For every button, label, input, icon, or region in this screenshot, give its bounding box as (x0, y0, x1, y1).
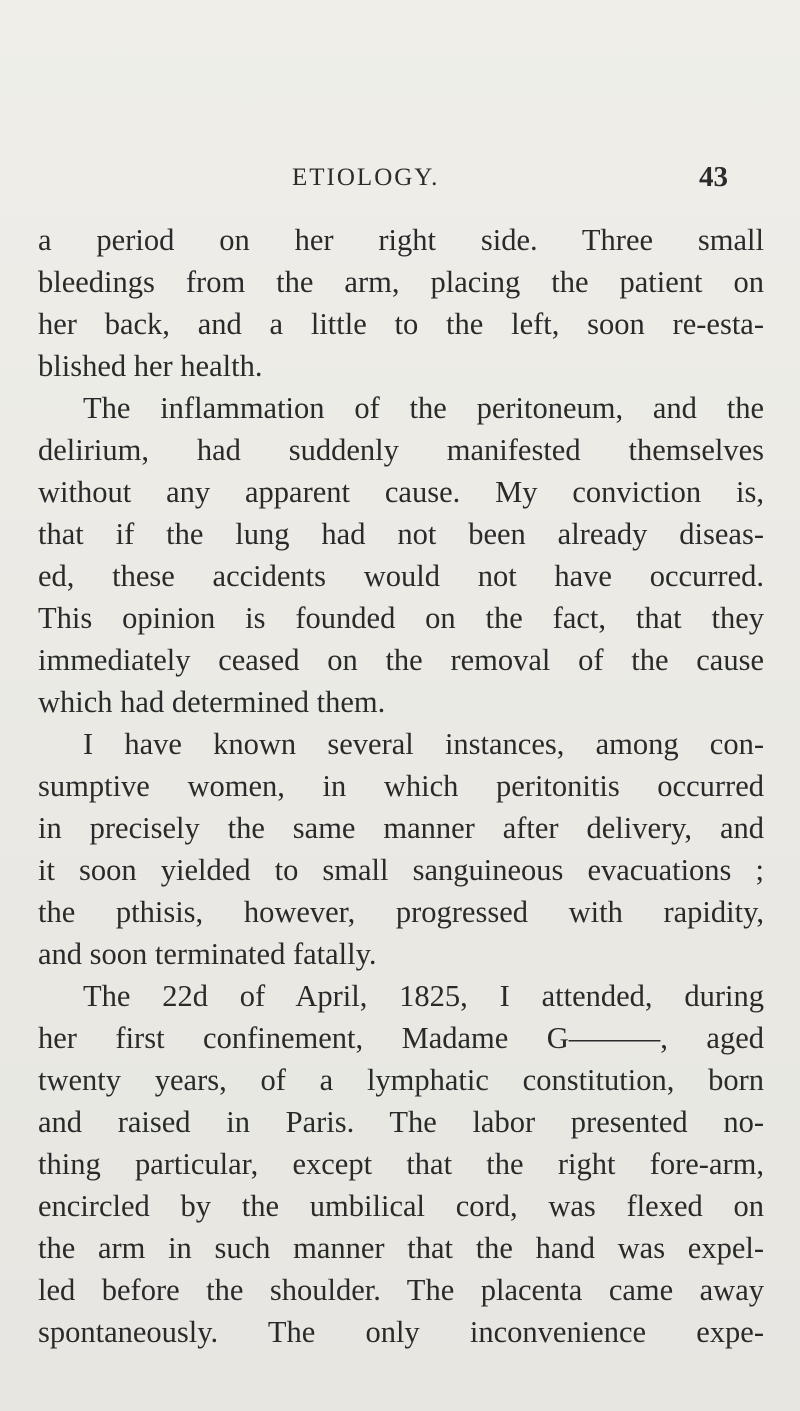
text-line: a period on her right side. Three small (38, 223, 764, 257)
text-line: it soon yielded to small sanguineous evacuations ; (38, 853, 764, 887)
body-text (38, 219, 764, 1353)
text-line: the pthisis, however, progressed with rapidity, (38, 895, 764, 929)
text-line: without any apparent cause. My conviction is, (38, 475, 764, 509)
text-line: This opinion is founded on the fact, that they (38, 601, 764, 635)
text-line: encircled by the umbilical cord, was flexed on (38, 1189, 764, 1223)
text-line: blished her health. (38, 349, 263, 383)
text-line: twenty years, of a lymphatic constitution, born (38, 1063, 764, 1097)
text-line: sumptive women, in which peritonitis occurred (38, 769, 764, 803)
text-line: I have known several instances, among con- (83, 727, 764, 761)
text-line: that if the lung had not been already diseas- (38, 517, 764, 551)
text-line: bleedings from the arm, placing the patient on (38, 265, 764, 299)
text-line: thing particular, except that the right fore-arm, (38, 1147, 764, 1181)
text-line: her first confinement, Madame G———, aged (38, 1021, 764, 1055)
page-number: 43 (699, 161, 728, 193)
text-line: immediately ceased on the removal of the cause (38, 643, 764, 677)
text-line: which had determined them. (38, 685, 386, 719)
text-line: The 22d of April, 1825, I attended, during (83, 979, 764, 1013)
text-line: The inflammation of the peritoneum, and the (83, 391, 764, 425)
text-line: delirium, had suddenly manifested themselves (38, 433, 764, 467)
text-line: led before the shoulder. The placenta came away (38, 1273, 764, 1307)
text-line: her back, and a little to the left, soon re-esta- (38, 307, 764, 341)
running-title: ETIOLOGY. (292, 164, 440, 191)
running-head (0, 161, 800, 200)
text-line: and soon terminated fatally. (38, 937, 377, 971)
text-line: ed, these accidents would not have occurred. (38, 559, 764, 593)
text-line: spontaneously. The only inconvenience expe- (38, 1315, 764, 1349)
text-line: and raised in Paris. The labor presented no- (38, 1105, 764, 1139)
text-line: in precisely the same manner after delivery, and (38, 811, 764, 845)
text-line: the arm in such manner that the hand was expel- (38, 1231, 764, 1265)
